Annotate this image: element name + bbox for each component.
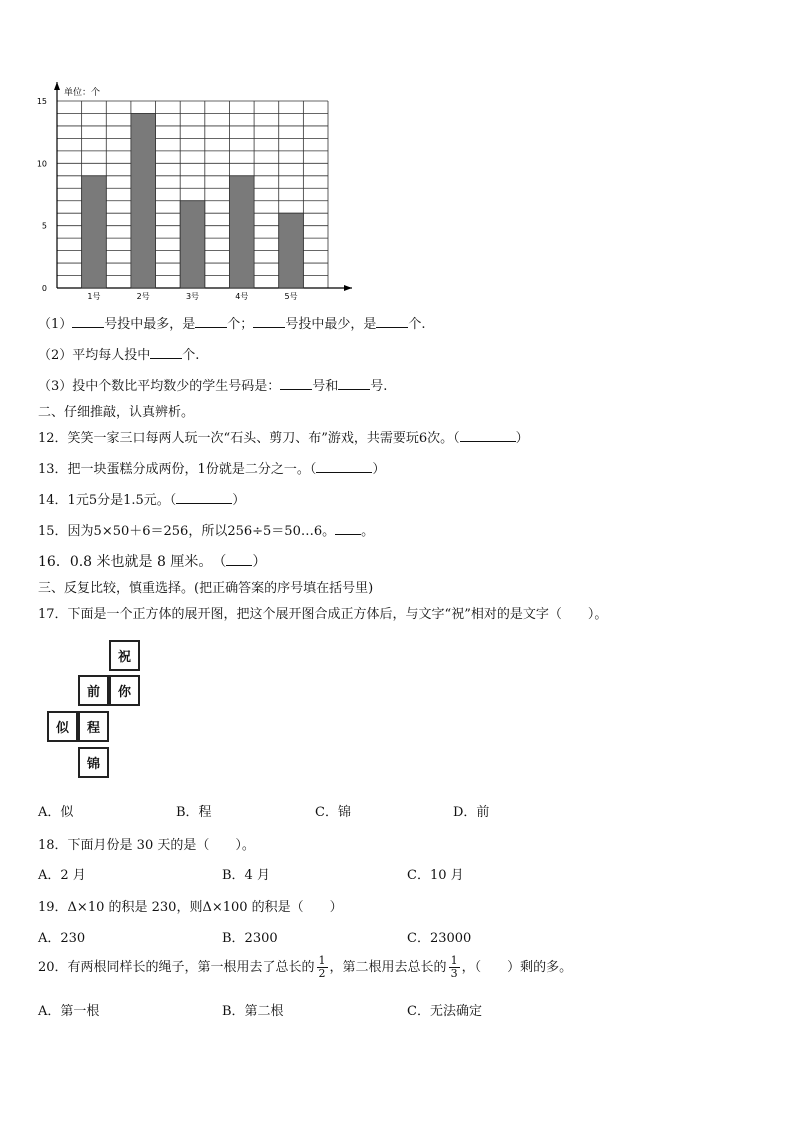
answer-blank[interactable] bbox=[376, 315, 408, 328]
answer-blank[interactable] bbox=[460, 429, 516, 442]
chart-unit-label: 单位：个 bbox=[64, 88, 101, 98]
x-tick-label: 2号 bbox=[136, 292, 150, 301]
chart-labels bbox=[37, 97, 298, 301]
question-18: 18．下面月份是 30 天的是（ ）。 bbox=[38, 838, 255, 853]
y-axis-arrow-icon bbox=[54, 82, 60, 90]
answer-blank[interactable] bbox=[195, 315, 227, 328]
section-3-heading: 三、反复比较，慎重选择。(把正确答案的序号填在括号里) bbox=[38, 581, 374, 596]
net-face-si: 似 bbox=[47, 711, 78, 742]
y-tick-label: 0 bbox=[41, 284, 47, 293]
answer-blank[interactable] bbox=[316, 460, 372, 473]
q17-option-c[interactable]: C．锦 bbox=[315, 805, 351, 820]
q19-option-b[interactable]: B．2300 bbox=[222, 931, 278, 946]
x-tick-label: 4号 bbox=[235, 292, 249, 301]
question-12: 12．笑笑一家三口每两人玩一次“石头、剪刀、布”游戏，共需要玩6次。（ ） bbox=[38, 431, 529, 446]
question-13: 13．把一块蛋糕分成两份，1份就是二分之一。（ ） bbox=[38, 462, 386, 477]
bar-2 bbox=[131, 113, 156, 288]
q17-option-a[interactable]: A．似 bbox=[38, 805, 74, 820]
question-17: 17．下面是一个正方体的展开图，把这个展开图合成正方体后，与文字“祝”相对的是文字（ ）。 bbox=[38, 607, 608, 622]
answer-blank[interactable] bbox=[338, 377, 370, 390]
y-tick-label: 5 bbox=[41, 221, 47, 231]
net-face-qian: 前 bbox=[78, 675, 109, 706]
x-tick-label: 5号 bbox=[284, 292, 298, 301]
question-14: 14．1元5分是1.5元。（ ） bbox=[38, 493, 246, 508]
answer-blank[interactable] bbox=[150, 346, 182, 359]
answer-blank[interactable] bbox=[253, 315, 285, 328]
question-15: 15．因为5×50＋6＝256，所以256÷5＝50…6。 。 bbox=[38, 524, 375, 539]
q18-option-c[interactable]: C．10 月 bbox=[407, 868, 464, 883]
q11-part1: （1） 号投中最多，是 个； 号投中最少，是 个. bbox=[38, 317, 426, 332]
bar-3 bbox=[180, 201, 205, 288]
question-20: 20．有两根同样长的绳子，第一根用去了总长的 $\frac{1}{2}$ ，第二根用去总长的 $\frac{1}{3}$ ，（ ）剩的多。 bbox=[38, 954, 573, 980]
fraction-one-third: $\frac{1}{3}$ bbox=[450, 954, 458, 980]
y-tick-label: 10 bbox=[36, 159, 47, 169]
q20-option-c[interactable]: C．无法确定 bbox=[407, 1004, 482, 1019]
question-19: 19．Δ×10 的积是 230，则Δ×100 的积是（ ） bbox=[38, 900, 343, 915]
net-face-ni: 你 bbox=[109, 675, 140, 706]
answer-blank[interactable] bbox=[280, 377, 312, 390]
answer-blank[interactable] bbox=[335, 522, 361, 535]
fraction-one-half: $\frac{1}{2}$ bbox=[318, 954, 326, 980]
x-tick-label: 3号 bbox=[185, 292, 200, 301]
q20-option-a[interactable]: A．第一根 bbox=[38, 1004, 100, 1019]
bar-5 bbox=[279, 213, 304, 288]
bar-1 bbox=[82, 176, 107, 288]
q17-option-d[interactable]: D．前 bbox=[453, 805, 490, 820]
q19-option-c[interactable]: C．23000 bbox=[407, 931, 472, 946]
answer-blank[interactable] bbox=[72, 315, 104, 328]
bar-4 bbox=[229, 176, 254, 288]
section-2-heading: 二、仔细推敲，认真辨析。 bbox=[38, 405, 195, 420]
x-axis-arrow-icon bbox=[344, 285, 352, 291]
q19-option-a[interactable]: A．230 bbox=[38, 931, 86, 946]
q20-option-b[interactable]: B．第二根 bbox=[222, 1004, 284, 1019]
y-tick-label: 15 bbox=[36, 97, 47, 106]
cube-net-figure bbox=[44, 640, 154, 782]
answer-blank[interactable] bbox=[176, 491, 232, 504]
x-tick-label: 1号 bbox=[87, 292, 101, 301]
bar-chart bbox=[30, 78, 370, 310]
q18-option-b[interactable]: B．4 月 bbox=[222, 868, 270, 883]
question-16: 16．0.8 米也就是 8 厘米。 （ ） bbox=[38, 554, 267, 570]
net-face-zhu: 祝 bbox=[109, 640, 140, 671]
net-face-cheng: 程 bbox=[78, 711, 109, 742]
q11-part2: （2）平均每人投中 个. bbox=[38, 348, 200, 363]
q18-option-a[interactable]: A．2 月 bbox=[38, 868, 86, 883]
q11-part3: （3）投中个数比平均数少的学生号码是： 号和 号. bbox=[38, 379, 388, 394]
answer-blank[interactable] bbox=[226, 553, 252, 566]
q17-option-b[interactable]: B．程 bbox=[176, 805, 212, 820]
net-face-jin: 锦 bbox=[78, 747, 109, 778]
